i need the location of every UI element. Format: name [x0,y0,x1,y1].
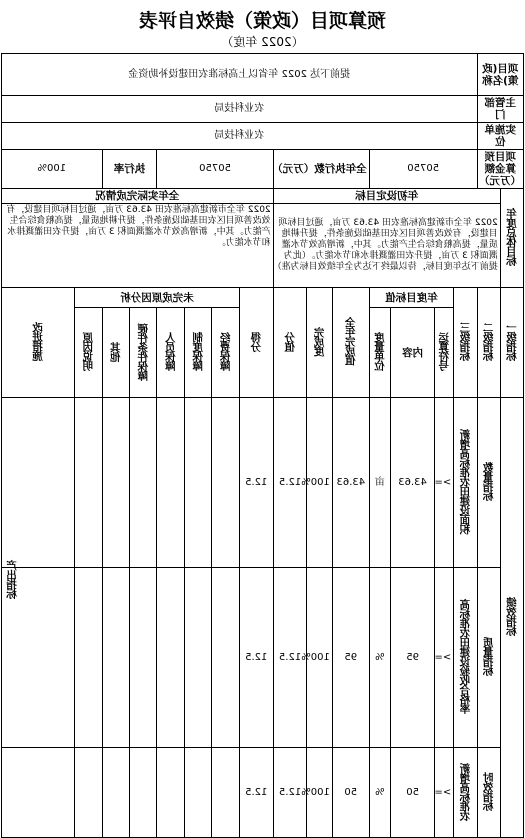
row-level3: 新增高标准农 [454,748,477,838]
project-name-label: 项目(政策)名称 [477,54,523,96]
goal-done-header: 全年实际完成情况 [2,189,274,204]
row-actual: 95 [332,568,369,748]
header-r2: 制度保障 [184,308,211,398]
row-rate: 100% [307,748,332,838]
exec-rate: 100% [2,150,103,189]
exec-amount-label: 全年执行数（万元） [273,150,369,189]
project-name-value: 提前下达 2022 年省以上高标准农田建设补助资金 [2,54,478,96]
row-score: 12.5 [239,568,273,748]
header-actual: 全年完成值 [332,288,369,398]
row-op: >= [435,568,454,748]
row-level3: 新增高标准农田建设面积 [454,398,477,568]
impl-value: 农业科技局 [2,123,478,150]
annual-goal-label: 年度总体目标 [500,189,523,288]
header-improve: 改进措施 [2,288,75,398]
header-r5: 其他 [102,308,129,398]
header-level2: 二级指标 [477,288,500,398]
header-r6: 原因说明 [75,308,102,398]
perf-indicator-label: 绩效指标 [500,398,523,838]
row-level2: 质量指标 [477,568,500,748]
row-weight: 12.5 [273,398,307,568]
header-r1: 经费保障 [212,308,239,398]
row-actual: 43.63 [332,398,369,568]
budget-amount: 50750 [369,150,477,189]
row-unit: 亩 [369,398,390,568]
impl-label: 实施单位 [477,123,523,150]
row-score: 12.5 [239,748,273,838]
dept-label: 主管部门 [477,96,523,123]
exec-rate-label: 执行率 [102,150,157,189]
row-op: >= [435,748,454,838]
budget-label: 项目预算金额（万元） [477,150,523,189]
output-indicator-label: 产出指标 [6,560,18,598]
header-rate: 完成度 [307,288,332,398]
row-op: >= [435,398,454,568]
goal-set-text: 2022 年全市新建高标准农田 43.63 万亩，通过目标项目建设，有效改善项目区农田基础设施条件，提升耕地质量，提高粮食综合生产能力。其中，新增高效节水灌溉面积 3 万亩，提升农田灌溉排水和节水能力。（此为提前下达年度目标，待以最终下达为全年绩效目标为准） [273,204,500,288]
header-annual-group: 年度目标值 [369,288,454,308]
row-content: 50 [390,748,434,838]
goal-set-header: 年初设定目标 [273,189,500,204]
form-subtitle: （2022 年度） [221,35,304,49]
dept-value: 农业科技局 [2,96,478,123]
header-level3: 三级指标 [454,288,477,398]
table-row [2,748,524,838]
goal-done-text: 2022 年全市新建高标准农田 43.63 万亩，通过目标项目建设，有效改善项目区农田基础设施条件，提升耕地质量，提高粮食综合生产能力。其中，新增高效节水灌溉面积 3 万亩，提升农田灌溉排水和节水能力。 [2,204,274,288]
row-weight: 12.5 [273,748,307,838]
table-row [2,398,524,568]
row-score: 12.5 [239,398,273,568]
header-content: 内容 [390,308,434,398]
row-level2: 时效指标 [477,748,500,838]
header-op: 运算符号 [435,308,454,398]
row-level2: 数量指标 [477,398,500,568]
row-rate: 100% [307,568,332,748]
row-content: 95 [390,568,434,748]
header-level1: 一级指标 [500,288,523,398]
table-row [2,568,524,748]
evaluation-table [1,53,524,838]
header-r3: 人员保障 [157,308,184,398]
row-actual: 50 [332,748,369,838]
header-weight: 分值 [273,288,307,398]
header-r4: 硬件条件保障 [130,308,157,398]
row-rate: 100% [307,398,332,568]
row-unit: % [369,568,390,748]
header-reason-group: 未完成原因分析 [75,288,240,308]
row-weight: 12.5 [273,568,307,748]
row-content: 43.63 [390,398,434,568]
header-unit: 度量单位 [369,308,390,398]
exec-amount: 50750 [157,150,273,189]
header-score: 得分 [239,288,273,398]
form-title: 预算项目（政策）绩效自评表 [139,10,387,32]
row-level3: 高标准农田建设验收合格率 [454,568,477,748]
row-unit: % [369,748,390,838]
